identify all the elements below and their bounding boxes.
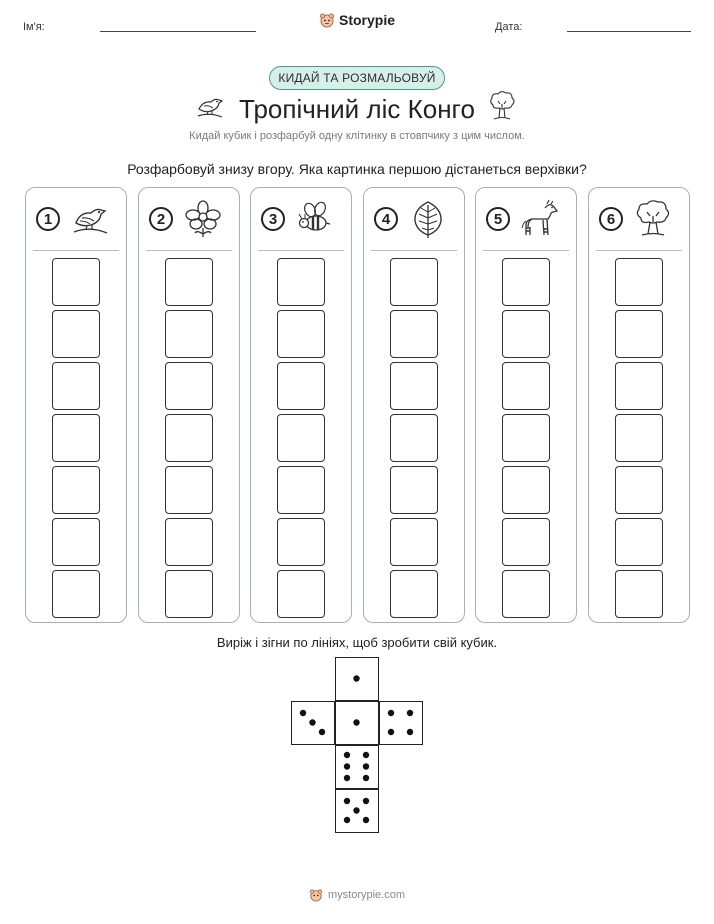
column-divider	[33, 250, 119, 251]
column-header	[251, 188, 351, 250]
storypie-mascot-icon	[309, 888, 323, 902]
column-number: 2	[149, 207, 173, 231]
coloring-cell[interactable]	[52, 466, 100, 514]
tree-icon	[487, 90, 517, 122]
coloring-cell[interactable]	[615, 466, 663, 514]
die-face-6[interactable]	[335, 745, 379, 789]
coloring-cell[interactable]	[277, 570, 325, 618]
coloring-cell[interactable]	[165, 518, 213, 566]
coloring-cell[interactable]	[502, 310, 550, 358]
coloring-cell[interactable]	[52, 258, 100, 306]
column-number: 5	[486, 207, 510, 231]
coloring-cell[interactable]	[52, 570, 100, 618]
five-dots-icon	[336, 790, 377, 831]
column-4	[363, 187, 465, 623]
header-logo	[0, 12, 714, 28]
bird-icon	[70, 199, 110, 239]
one-dot-icon	[336, 658, 377, 699]
coloring-cell[interactable]	[615, 258, 663, 306]
coloring-cell[interactable]	[277, 310, 325, 358]
coloring-cell[interactable]	[277, 258, 325, 306]
one-dot-icon	[336, 702, 377, 743]
coloring-cell[interactable]	[502, 466, 550, 514]
coloring-cell[interactable]	[52, 362, 100, 410]
column-header	[476, 188, 576, 250]
die-face-5[interactable]	[335, 789, 379, 833]
coloring-cell[interactable]	[165, 362, 213, 410]
coloring-cell[interactable]	[502, 570, 550, 618]
coloring-cell[interactable]	[390, 310, 438, 358]
coloring-cell[interactable]	[390, 362, 438, 410]
coloring-cell[interactable]	[615, 362, 663, 410]
coloring-cell[interactable]	[52, 310, 100, 358]
column-number: 3	[261, 207, 285, 231]
coloring-cell[interactable]	[52, 518, 100, 566]
footer-url[interactable]: mystorypie.com	[327, 889, 406, 901]
coloring-cell[interactable]	[165, 570, 213, 618]
column-number: 6	[599, 207, 623, 231]
coloring-cell[interactable]	[502, 362, 550, 410]
coloring-cell[interactable]	[502, 518, 550, 566]
die-face-1[interactable]	[335, 657, 379, 701]
tree-icon	[633, 199, 673, 239]
coloring-cell[interactable]	[165, 258, 213, 306]
coloring-cell[interactable]	[277, 414, 325, 462]
column-header	[139, 188, 239, 250]
column-number: 1	[36, 207, 60, 231]
column-divider	[371, 250, 457, 251]
cut-instruction: Виріж і зігни по лініях, щоб зробити свій кубик.	[216, 635, 498, 650]
coloring-cell[interactable]	[165, 310, 213, 358]
column-divider	[483, 250, 569, 251]
coloring-cell[interactable]	[390, 518, 438, 566]
die-face-1[interactable]	[335, 701, 379, 745]
three-dots-icon	[292, 702, 333, 743]
instruction-text: Розфарбовуй знизу вгору. Яка картинка першою дістанеться верхівки?	[127, 161, 587, 177]
coloring-cell[interactable]	[390, 466, 438, 514]
coloring-cell[interactable]	[615, 310, 663, 358]
coloring-cell[interactable]	[502, 414, 550, 462]
die-face-3[interactable]	[291, 701, 335, 745]
logo-text: Storypie	[338, 12, 395, 28]
coloring-cell[interactable]	[615, 570, 663, 618]
coloring-cell[interactable]	[390, 570, 438, 618]
footer	[0, 888, 714, 902]
column-header	[26, 188, 126, 250]
leaf-icon	[408, 199, 448, 239]
die-face-4[interactable]	[379, 701, 423, 745]
name-line[interactable]	[100, 31, 256, 32]
column-1	[25, 187, 127, 623]
column-2	[138, 187, 240, 623]
column-divider	[596, 250, 682, 251]
coloring-cell[interactable]	[277, 518, 325, 566]
column-5	[475, 187, 577, 623]
coloring-cell[interactable]	[390, 414, 438, 462]
page-title: Тропічний ліс Конго	[239, 94, 475, 124]
coloring-cell[interactable]	[502, 258, 550, 306]
coloring-cell[interactable]	[615, 518, 663, 566]
date-line[interactable]	[567, 31, 691, 32]
four-dots-icon	[380, 702, 421, 743]
coloring-cell[interactable]	[277, 466, 325, 514]
coloring-cell[interactable]	[52, 414, 100, 462]
storypie-mascot-icon	[319, 12, 335, 28]
column-divider	[258, 250, 344, 251]
okapi-icon	[520, 199, 560, 239]
column-header	[364, 188, 464, 250]
column-header	[589, 188, 689, 250]
coloring-cell[interactable]	[390, 258, 438, 306]
page-subtitle: Кидай кубик і розфарбуй одну клітинку в стовпчику з цим числом.	[189, 130, 525, 142]
column-number: 4	[374, 207, 398, 231]
coloring-cell[interactable]	[165, 414, 213, 462]
column-3	[250, 187, 352, 623]
column-divider	[146, 250, 232, 251]
column-6	[588, 187, 690, 623]
coloring-cell[interactable]	[277, 362, 325, 410]
date-label: Дата:	[495, 21, 523, 33]
activity-badge: КИДАЙ ТА РОЗМАЛЬОВУЙ	[269, 66, 445, 90]
name-label: Ім'я:	[23, 21, 45, 33]
bee-icon	[295, 199, 335, 239]
coloring-cell[interactable]	[165, 466, 213, 514]
coloring-cell[interactable]	[615, 414, 663, 462]
flower-icon	[183, 199, 223, 239]
six-dots-icon	[336, 746, 377, 787]
